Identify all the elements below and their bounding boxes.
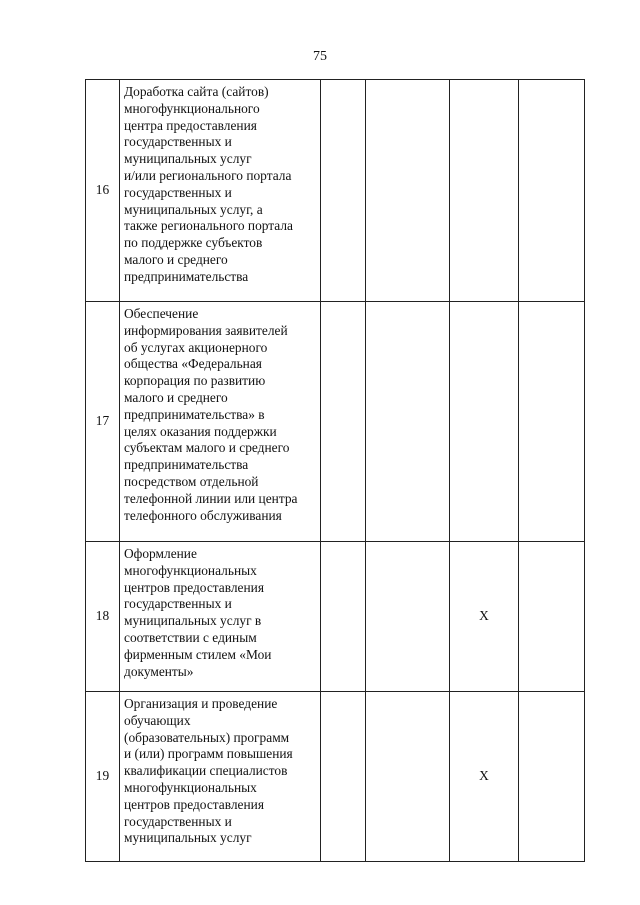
description-line: предпринимательства <box>124 268 249 284</box>
row-number: 17 <box>86 302 120 542</box>
description-line: Доработка сайта (сайтов) <box>124 84 269 99</box>
row-number: 19 <box>86 692 120 862</box>
description-line: соответствии с единым <box>124 629 257 645</box>
description-line: предпринимательства» в <box>124 406 265 422</box>
description-line: (образовательных) программ <box>124 729 290 745</box>
mark-cell-1 <box>321 692 366 862</box>
description-line: многофункциональных <box>124 779 257 795</box>
description-line: корпорация по развитию <box>124 373 266 389</box>
table-row <box>86 80 585 302</box>
table-body <box>86 80 585 862</box>
row-number: 18 <box>86 542 120 692</box>
row-description <box>120 692 321 862</box>
row-description <box>120 302 321 542</box>
table-row <box>86 692 585 862</box>
description-line: муниципальных услуг в <box>124 613 262 629</box>
document-table <box>85 79 585 862</box>
description-line: фирменным стилем «Мои <box>124 646 272 662</box>
description-line: телефонного обслуживания <box>124 507 282 523</box>
description-line: Обеспечение <box>124 306 199 321</box>
description-line: малого и среднего <box>124 389 228 405</box>
mark-cell-1 <box>321 80 366 302</box>
mark-cell-3 <box>450 302 519 542</box>
mark-cell-4 <box>519 542 585 692</box>
mark-cell-3 <box>450 80 519 302</box>
description-line: по поддержке субъектов <box>124 235 263 251</box>
description-line: также регионального портала <box>124 218 293 234</box>
description-line: центров предоставления <box>124 579 264 595</box>
description-line: и/или регионального портала <box>124 167 292 183</box>
table-row <box>86 302 585 542</box>
mark-cell-4 <box>519 692 585 862</box>
mark-cell-1 <box>321 302 366 542</box>
description-line: обучающих <box>124 712 191 728</box>
description-line: муниципальных услуг, а <box>124 201 263 217</box>
description-line: об услугах акционерного <box>124 339 268 355</box>
page-number: 75 <box>313 49 327 64</box>
description-line: документы» <box>124 663 194 679</box>
mark-cell-3: X <box>450 692 519 862</box>
description-line: Организация и проведение <box>124 696 278 711</box>
description-line: и (или) программ повышения <box>124 746 293 762</box>
row-description <box>120 542 321 692</box>
description-line: телефонной линии или центра <box>124 490 298 506</box>
description-line: государственных и <box>124 813 232 829</box>
description-line: многофункционального <box>124 100 260 116</box>
mark-cell-2 <box>366 692 450 862</box>
description-line: информирования заявителей <box>124 322 288 338</box>
mark-cell-3: X <box>450 542 519 692</box>
description-line: малого и среднего <box>124 251 228 267</box>
description-line: многофункциональных <box>124 562 257 578</box>
description-line: государственных и <box>124 596 232 612</box>
mark-cell-1 <box>321 542 366 692</box>
mark-cell-2 <box>366 80 450 302</box>
description-line: квалификации специалистов <box>124 763 288 779</box>
description-line: муниципальных услуг <box>124 830 252 846</box>
description-line: центров предоставления <box>124 796 264 812</box>
mark-cell-4 <box>519 302 585 542</box>
description-line: муниципальных услуг <box>124 151 252 167</box>
description-line: субъектам малого и среднего <box>124 440 290 456</box>
mark-cell-2 <box>366 542 450 692</box>
description-line: государственных и <box>124 134 232 150</box>
description-line: предпринимательства <box>124 457 249 473</box>
description-line: Оформление <box>124 546 197 561</box>
description-line: посредством отдельной <box>124 473 259 489</box>
table-row <box>86 542 585 692</box>
description-line: центра предоставления <box>124 117 257 133</box>
description-line: целях оказания поддержки <box>124 423 277 439</box>
row-description <box>120 80 321 302</box>
mark-cell-4 <box>519 80 585 302</box>
description-line: государственных и <box>124 184 232 200</box>
description-line: общества «Федеральная <box>124 356 262 372</box>
row-number: 16 <box>86 80 120 302</box>
mark-cell-2 <box>366 302 450 542</box>
